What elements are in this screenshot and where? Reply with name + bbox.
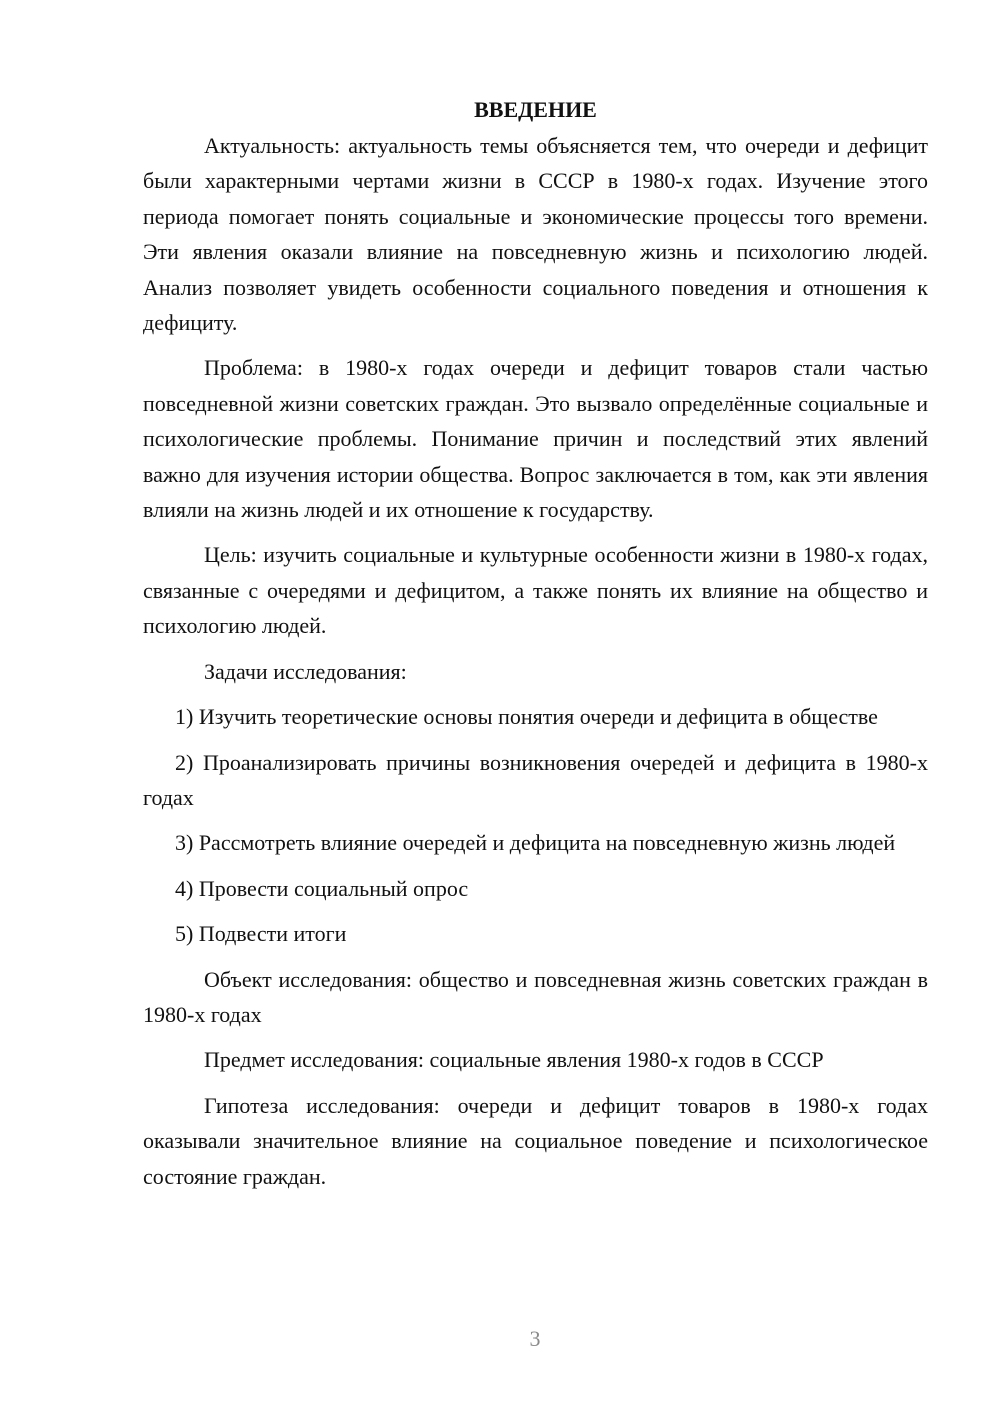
object-paragraph: Объект исследования: общество и повседневная жизнь советских граждан в 1980-х годах — [143, 966, 928, 1027]
task-item-2: 2) Проанализировать причины возникновения очередей и дефицита в 1980-х годах — [143, 749, 928, 810]
goal-paragraph: Цель: изучить социальные и культурные особенности жизни в 1980-х годах, связанные с очередями и дефицитом, а также понять их влияние на общество и психологию людей. — [143, 542, 928, 639]
page-title: ВВЕДЕНИЕ — [474, 97, 597, 122]
task-item-4: 4) Провести социальный опрос — [175, 875, 469, 901]
subject-paragraph: Предмет исследования: социальные явления 1980-х годов в СССР — [204, 1047, 824, 1073]
tasks-heading: Задачи исследования: — [204, 658, 407, 684]
page-number: 3 — [529, 1326, 541, 1351]
task-item-1: 1) Изучить теоретические основы понятия очереди и дефицита в обществе — [175, 704, 878, 730]
task-item-3: 3) Рассмотреть влияние очередей и дефицита на повседневную жизнь людей — [175, 830, 896, 856]
task-item-5: 5) Подвести итоги — [175, 921, 347, 947]
problem-paragraph: Проблема: в 1980-х годах очереди и дефицит товаров стали частью повседневной жизни советских граждан. Это вызвало определённые социальные и психологические проблемы. Понимание причин и последствий этих явлений важно для изучения истории общества. Вопрос заключается в том, как эти явления влияли на жизнь людей и их отношение к государству. — [143, 355, 928, 523]
hypothesis-paragraph: Гипотеза исследования: очереди и дефицит товаров в 1980-х годах оказывали значительное влияние на социальное поведение и психологическое состояние граждан. — [143, 1092, 928, 1189]
relevance-paragraph: Актуальность: актуальность темы объясняется тем, что очереди и дефицит были характерными чертами жизни в СССР в 1980-х годах. Изучение этого периода помогает понять социальные и экономические процессы того времени. Эти явления оказали влияние на повседневную жизнь и психологию людей. Анализ позволяет увидеть особенности социального поведения и отношения к дефициту. — [143, 133, 928, 336]
document-page — [143, 92, 928, 1204]
